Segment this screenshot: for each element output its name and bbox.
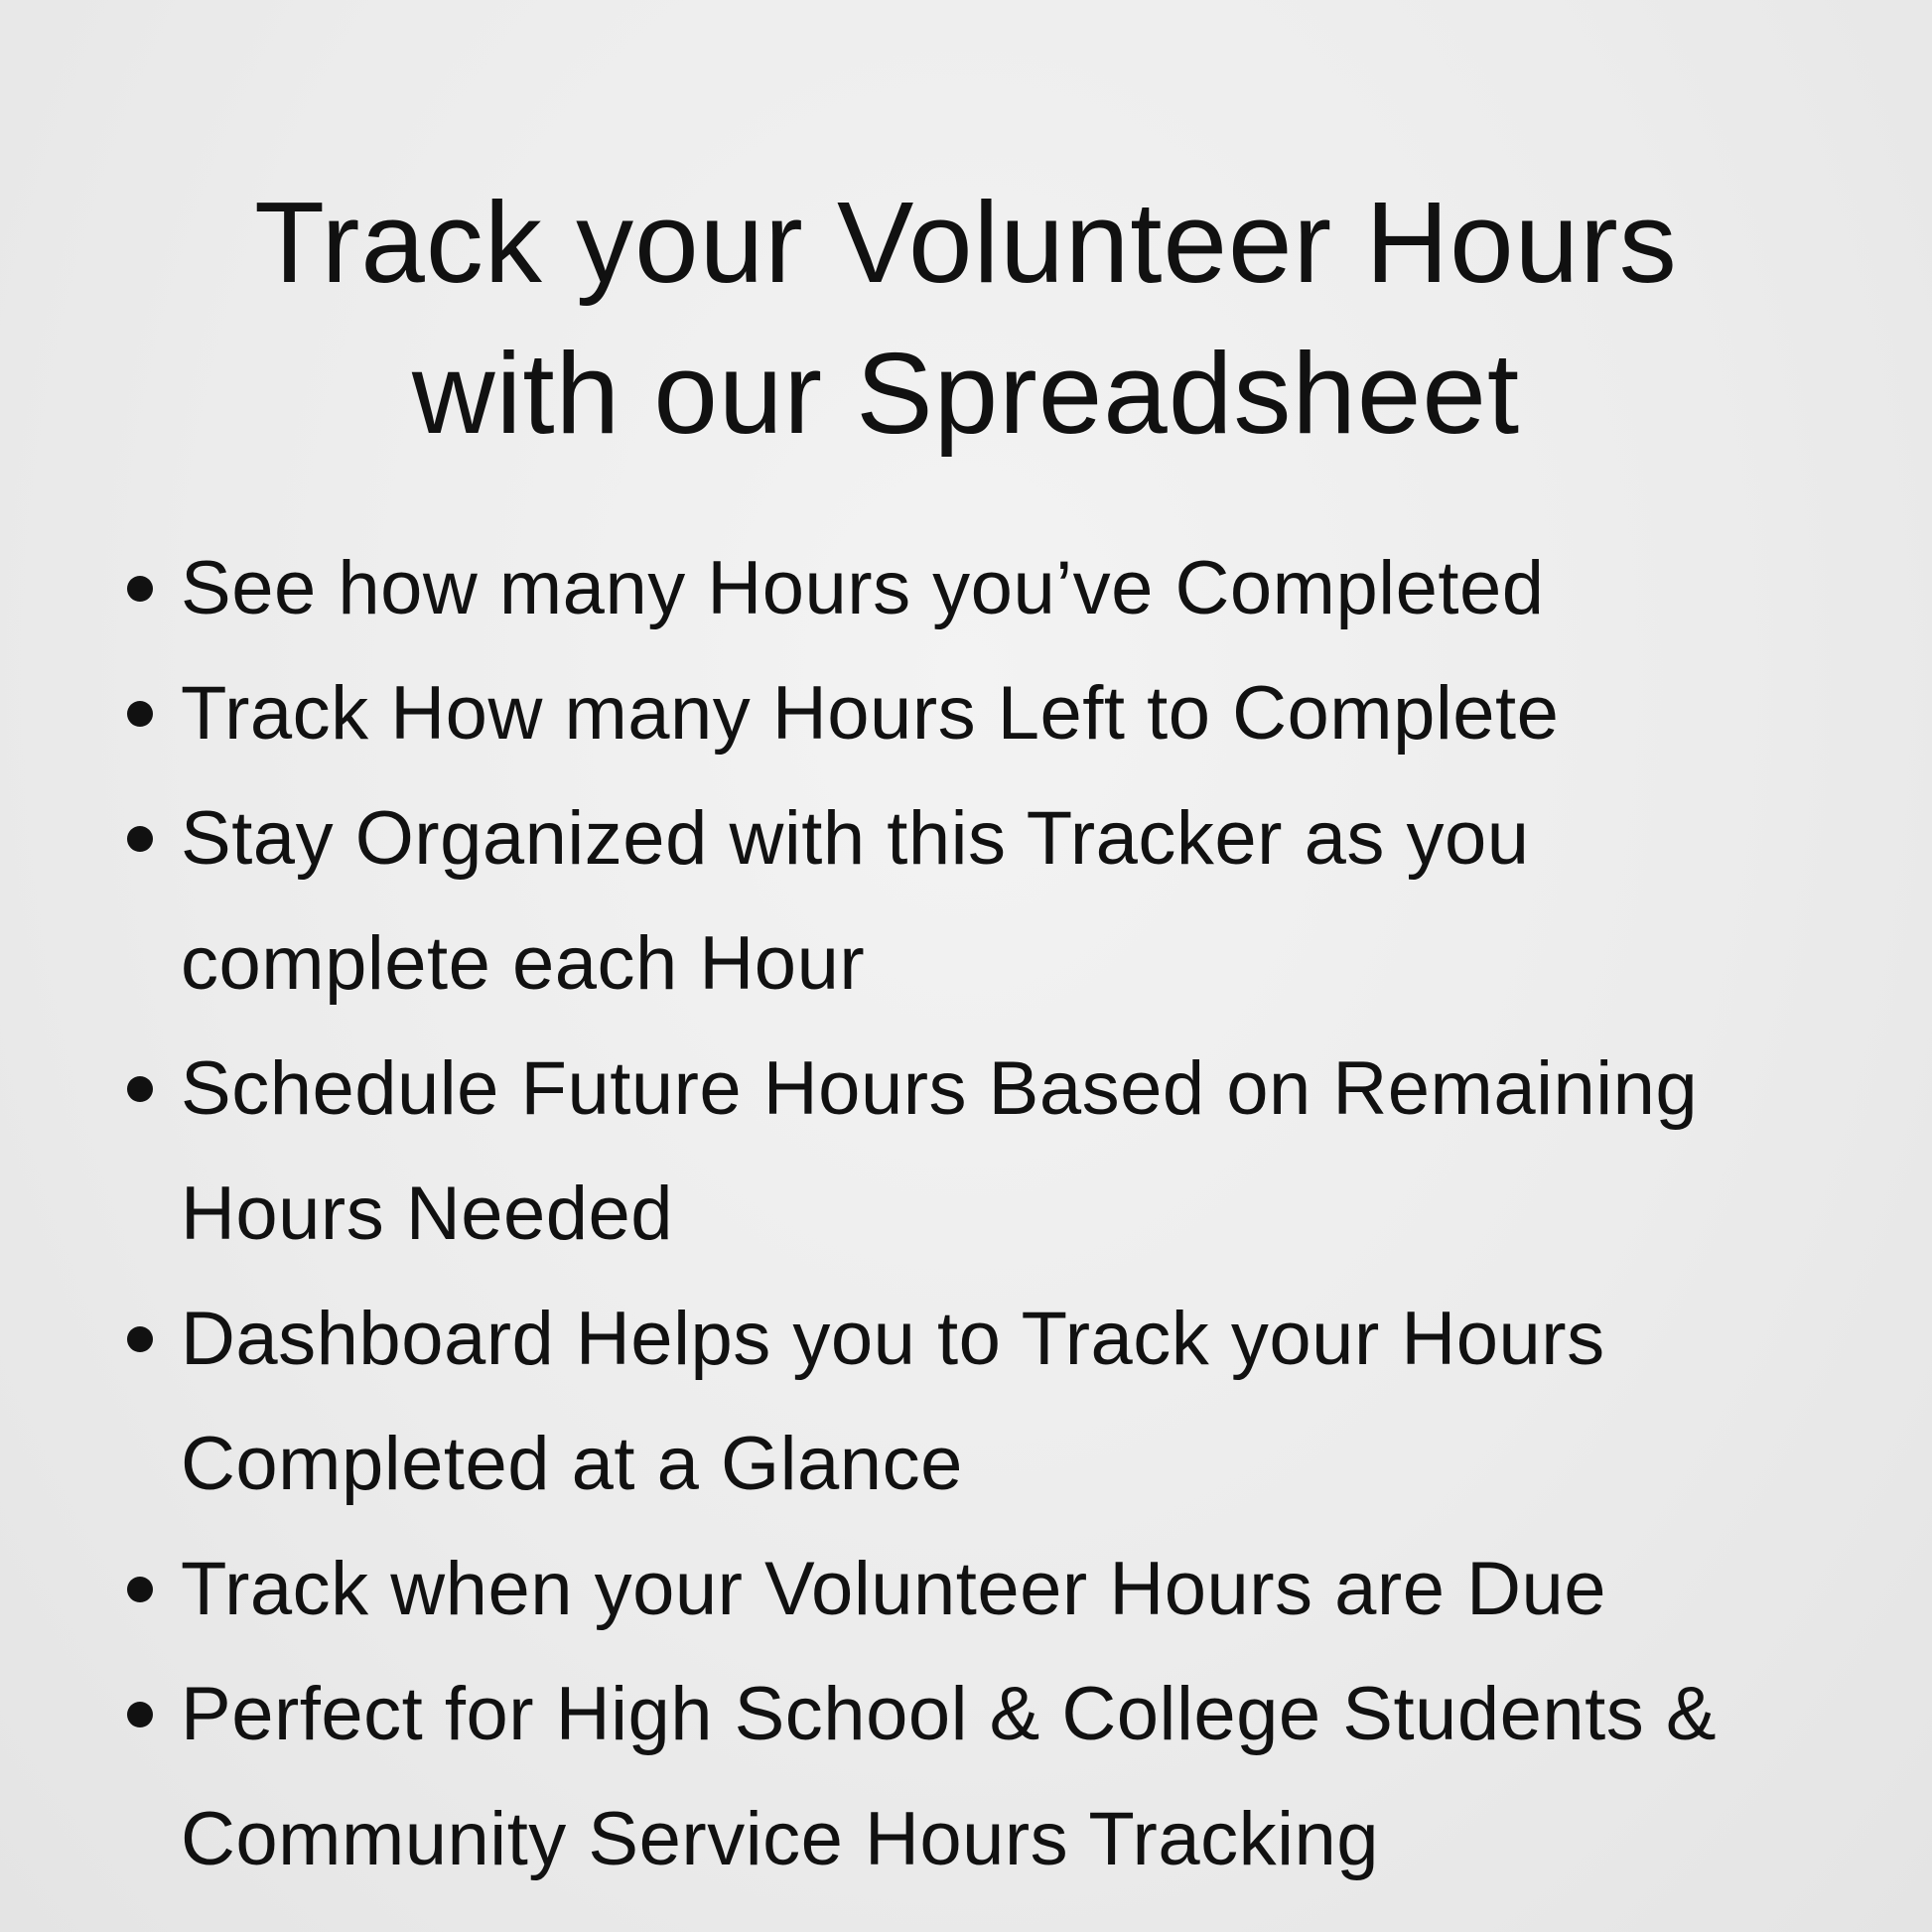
feature-text-continued: complete each Hour: [181, 921, 866, 1006]
feature-text: See how many Hours you’ve Completed: [181, 546, 1545, 630]
feature-text: Dashboard Helps you to Track your Hours: [181, 1297, 1605, 1381]
feature-text-continued: Hours Needed: [181, 1172, 674, 1256]
feature-text: Track How many Hours Left to Complete: [181, 671, 1560, 756]
feature-item: [119, 776, 1906, 1027]
feature-item: [119, 1027, 1906, 1277]
feature-text-continued: Completed at a Glance: [181, 1422, 963, 1506]
feature-item: [119, 651, 1906, 776]
bullet-dot-icon: [127, 1702, 153, 1727]
feature-item: [119, 1277, 1906, 1527]
feature-text: Perfect for High School & College Students &: [181, 1672, 1718, 1756]
bullet-dot-icon: [127, 701, 153, 727]
feature-list: [119, 526, 1906, 1902]
feature-text-continued: Community Service Hours Tracking: [181, 1797, 1380, 1881]
feature-item: [119, 526, 1906, 651]
bullet-dot-icon: [127, 1577, 153, 1602]
bullet-dot-icon: [127, 826, 153, 852]
feature-text: Track when your Volunteer Hours are Due: [181, 1547, 1607, 1631]
bullet-dot-icon: [127, 576, 153, 602]
title-line-1: Track your Volunteer Hours: [254, 178, 1678, 307]
feature-item: [119, 1527, 1906, 1652]
title-line-2: with our Spreadsheet: [411, 329, 1521, 458]
bullet-dot-icon: [127, 1076, 153, 1102]
feature-text: Stay Organized with this Tracker as you: [181, 796, 1530, 881]
page-title: [0, 167, 1932, 469]
feature-text: Schedule Future Hours Based on Remaining: [181, 1046, 1699, 1131]
feature-item: [119, 1652, 1906, 1902]
bullet-dot-icon: [127, 1326, 153, 1352]
